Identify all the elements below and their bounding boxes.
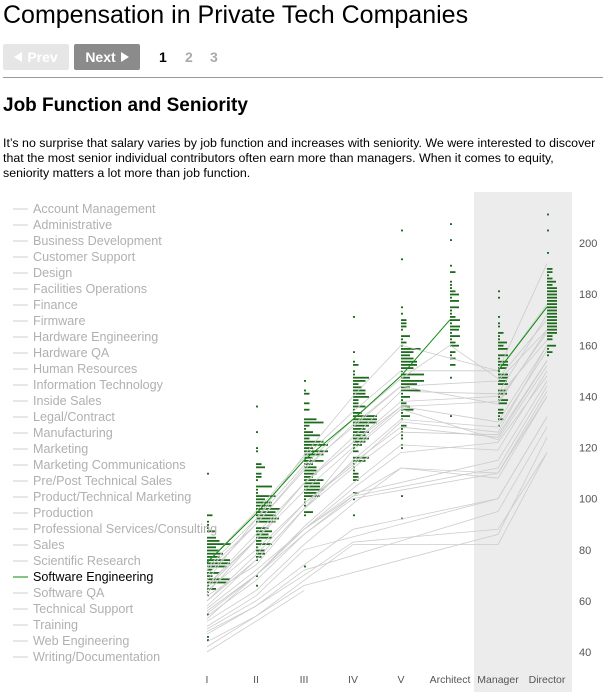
legend-item[interactable]: Scientific Research: [33, 554, 141, 568]
hist-bar-i: [207, 546, 216, 548]
hist-bar-iii: [304, 492, 317, 494]
hist-bar-director: [547, 278, 553, 280]
hist-bar-v: [401, 230, 403, 232]
hist-bar-architect: [450, 287, 452, 289]
hist-bar-ii: [256, 543, 272, 545]
hist-bar-v: [401, 326, 407, 328]
hist-bar-ii: [256, 466, 265, 468]
hist-bar-architect: [450, 310, 452, 312]
hist-bar-iii: [304, 425, 310, 427]
hist-bar-iv: [353, 374, 355, 376]
hist-bar-manager: [498, 297, 500, 299]
hist-bar-ii: [256, 492, 258, 494]
hist-bar-manager: [498, 358, 500, 360]
series-line: [207, 591, 304, 652]
hist-bar-iv: [353, 380, 366, 382]
hist-bar-v: [401, 306, 403, 308]
section-title: Job Function and Seniority: [3, 95, 248, 116]
legend-item[interactable]: Hardware QA: [33, 346, 110, 360]
legend-item[interactable]: Hardware Engineering: [33, 330, 159, 344]
hist-bar-architect: [450, 294, 459, 296]
y-tick-label: 120: [579, 442, 598, 455]
hist-bar-iv: [353, 396, 369, 398]
hist-bar-manager: [498, 322, 500, 324]
hist-bar-manager: [498, 348, 508, 350]
y-tick-label: 60: [579, 595, 592, 608]
hist-bar-iii: [304, 409, 310, 411]
hist-bar-iv: [353, 383, 359, 385]
hist-bar-director: [547, 313, 557, 315]
y-tick-label: 40: [579, 647, 592, 659]
hist-bar-manager: [498, 316, 500, 318]
hist-bar-v: [401, 434, 403, 436]
hist-bar-v: [401, 374, 424, 376]
hist-bar-v: [401, 364, 417, 366]
legend-item[interactable]: Software QA: [33, 586, 105, 600]
legend-item[interactable]: Design: [33, 266, 73, 280]
legend-item[interactable]: Training: [33, 618, 79, 632]
legend-item[interactable]: Inside Sales: [33, 394, 102, 408]
hist-bar-director: [547, 345, 556, 347]
hist-bar-v: [401, 319, 407, 321]
hist-bar-ii: [256, 476, 262, 478]
hist-bar-director: [547, 354, 549, 356]
next-button-label: Next: [85, 49, 116, 65]
x-tick-label: Architect: [429, 674, 471, 686]
hist-bar-i: [207, 543, 231, 545]
legend-item[interactable]: Pre/Post Technical Sales: [33, 474, 173, 488]
hist-bar-architect: [450, 297, 452, 299]
hist-bar-iii: [304, 393, 310, 395]
hist-bar-v: [401, 412, 403, 414]
hist-bar-i: [207, 636, 209, 638]
legend-item[interactable]: Professional Services/Consulting: [33, 522, 218, 536]
x-tick-label: II: [253, 674, 259, 686]
hist-bar-ii: [256, 450, 258, 452]
hist-bar-iii: [304, 498, 306, 500]
hist-bar-architect: [450, 354, 452, 356]
legend-item[interactable]: Facilities Operations: [33, 282, 148, 296]
hist-bar-v: [401, 338, 403, 340]
hist-bar-architect: [450, 377, 452, 379]
hist-bar-director: [547, 290, 557, 292]
page-link-2[interactable]: 2: [185, 49, 193, 65]
hist-bar-manager: [498, 412, 504, 414]
hist-bar-director: [547, 338, 553, 340]
hist-bar-v: [401, 495, 403, 497]
hist-bar-v: [401, 342, 407, 344]
hist-bar-iii: [304, 422, 324, 424]
hist-bar-iii: [304, 486, 320, 488]
hist-bar-ii: [256, 479, 258, 481]
hist-bar-iii: [304, 431, 313, 433]
hist-bar-iv: [353, 370, 355, 372]
hist-bar-director: [547, 326, 557, 328]
hist-bar-v: [401, 329, 403, 331]
hist-bar-architect: [450, 239, 452, 241]
hist-bar-director: [547, 310, 557, 312]
hist-bar-architect: [450, 316, 456, 318]
hist-bar-iv: [353, 514, 355, 516]
hist-bar-iii: [304, 438, 310, 440]
hist-bar-architect: [450, 306, 459, 308]
x-tick-label: I: [205, 674, 209, 686]
hist-bar-director: [547, 214, 549, 216]
x-tick-label: Director: [528, 674, 566, 686]
hist-bar-architect: [450, 329, 459, 331]
hist-bar-iii: [304, 428, 306, 430]
hist-bar-v: [401, 361, 417, 363]
hist-bar-ii: [256, 540, 262, 542]
hist-bar-v: [401, 415, 410, 417]
hist-bar-ii: [256, 406, 258, 408]
legend-item[interactable]: Customer Support: [33, 250, 136, 264]
hist-bar-iii: [304, 402, 310, 404]
hist-bar-director: [547, 348, 549, 350]
legend-item[interactable]: Legal/Contract: [33, 410, 115, 424]
hist-bar-manager: [498, 415, 500, 417]
hist-bar-architect: [450, 338, 452, 340]
y-tick-label: 80: [579, 544, 592, 557]
hist-bar-iii: [304, 447, 313, 449]
hist-bar-iv: [353, 364, 359, 366]
highlight-line-ic: [207, 320, 450, 563]
hist-bar-iii: [304, 380, 306, 382]
hist-bar-ii: [256, 447, 258, 449]
hist-bar-architect: [450, 284, 452, 286]
hist-bar-iv: [353, 428, 366, 430]
divider: [3, 77, 603, 78]
hist-bar-architect: [450, 290, 456, 292]
y-tick-label: 100: [579, 493, 598, 506]
hist-bar-director: [547, 300, 557, 302]
hist-bar-ii: [256, 585, 258, 587]
x-tick-label: III: [299, 674, 309, 686]
legend-item[interactable]: Finance: [33, 298, 78, 312]
next-button[interactable]: [74, 44, 140, 70]
hist-bar-manager: [498, 338, 500, 340]
hist-bar-manager: [498, 326, 500, 328]
hist-bar-iv: [353, 444, 362, 446]
hist-bar-v: [401, 396, 410, 398]
y-tick-label: 140: [579, 391, 598, 404]
hist-bar-ii: [256, 498, 265, 500]
legend-item[interactable]: Marketing Communications: [33, 458, 186, 472]
hist-bar-iv: [353, 473, 359, 475]
hist-bar-ii: [256, 518, 279, 520]
hist-bar-manager: [498, 342, 507, 344]
hist-bar-v: [401, 354, 410, 356]
hist-bar-director: [547, 322, 557, 324]
chevron-left-icon: [14, 52, 22, 62]
hist-bar-director: [547, 351, 553, 353]
hist-bar-iv: [353, 470, 355, 472]
hist-bar-i: [207, 578, 230, 580]
x-tick-label: IV: [348, 674, 358, 686]
hist-bar-architect: [450, 281, 452, 283]
hist-bar-ii: [256, 486, 272, 488]
hist-bar-iii: [304, 514, 306, 516]
hist-bar-director: [547, 230, 549, 232]
hist-bar-director: [547, 329, 557, 331]
y-tick-label: 180: [579, 289, 598, 302]
page-title: Compensation in Private Tech Companies: [3, 1, 469, 29]
hist-bar-architect: [450, 335, 460, 337]
hist-bar-v: [401, 447, 403, 449]
hist-bar-architect: [450, 223, 452, 225]
prev-button-label: Prev: [27, 49, 58, 65]
hist-bar-ii: [256, 431, 258, 433]
legend-item[interactable]: Product/Technical Marketing: [33, 490, 192, 504]
x-tick-label: V: [397, 674, 405, 686]
hist-bar-i: [207, 473, 209, 475]
hist-bar-iv: [353, 399, 359, 401]
hist-bar-v: [401, 383, 417, 385]
hist-bar-v: [401, 335, 410, 337]
legend-item[interactable]: Business Development: [33, 234, 162, 248]
prev-button[interactable]: [3, 44, 69, 70]
hist-bar-director: [547, 294, 557, 296]
hist-bar-ii: [256, 473, 262, 475]
hist-bar-director: [547, 284, 553, 286]
legend-item[interactable]: Writing/Documentation: [33, 650, 161, 664]
hist-bar-iv: [353, 418, 377, 420]
hist-bar-director: [547, 287, 557, 289]
legend-item[interactable]: Web Engineering: [33, 634, 130, 648]
hist-bar-director: [547, 335, 553, 337]
hist-bar-ii: [256, 489, 258, 491]
hist-bar-v: [401, 399, 403, 401]
hist-bar-iii: [304, 470, 317, 472]
hist-bar-iv: [353, 361, 355, 363]
salary-chart: [0, 188, 604, 697]
hist-bar-v: [401, 358, 414, 360]
hist-bar-architect: [450, 319, 460, 321]
hist-bar-architect: [450, 326, 460, 328]
hist-bar-architect: [450, 415, 452, 417]
hist-bar-iv: [353, 316, 355, 318]
hist-bar-ii: [256, 534, 269, 536]
hist-bar-architect: [450, 313, 452, 315]
hist-bar-director: [547, 274, 549, 276]
hist-bar-v: [401, 322, 407, 324]
hist-bar-v: [401, 313, 403, 315]
hist-bar-iv: [353, 402, 359, 404]
hist-bar-i: [207, 540, 220, 542]
hist-bar-architect: [450, 342, 456, 344]
intro-paragraph: It’s no surprise that salary varies by job function and increases with seniority. We were interested to discover that the most senior individual contributors often earn more than managers. When it comes to equity, seniority matters a lot more than job function.: [3, 136, 596, 180]
hist-bar-v: [401, 425, 407, 427]
hist-bar-v: [401, 438, 403, 440]
hist-bar-iii: [304, 444, 328, 446]
hist-bar-architect: [450, 265, 452, 267]
hist-bar-iv: [353, 351, 355, 353]
hist-bar-manager: [498, 335, 500, 337]
y-tick-label: 200: [579, 238, 598, 250]
legend-item[interactable]: Software Engineering: [33, 570, 154, 584]
legend-item[interactable]: Account Management: [33, 202, 156, 216]
hist-bar-architect: [450, 364, 456, 366]
hist-bar-v: [401, 380, 424, 382]
legend-item[interactable]: Sales: [33, 538, 65, 552]
legend-item[interactable]: Information Technology: [33, 378, 163, 392]
hist-bar-manager: [498, 361, 508, 363]
hist-bar-director: [547, 332, 557, 334]
hist-bar-manager: [498, 345, 504, 347]
hist-bar-iii: [304, 390, 306, 392]
page-link-1[interactable]: 1: [159, 49, 167, 65]
chevron-right-icon: [121, 52, 129, 62]
legend-item[interactable]: Marketing: [33, 442, 89, 456]
hist-bar-iv: [353, 450, 359, 452]
hist-bar-architect: [450, 271, 456, 273]
hist-bar-iii: [304, 434, 320, 436]
hist-bar-director: [547, 297, 557, 299]
y-tick-label: 160: [579, 340, 598, 353]
hist-bar-director: [547, 303, 557, 305]
hist-bar-architect: [450, 322, 452, 324]
hist-bar-director: [547, 268, 553, 270]
legend-item[interactable]: Firmware: [33, 314, 86, 328]
hist-bar-architect: [450, 332, 452, 334]
hist-bar-iv: [353, 377, 369, 379]
hist-bar-iii: [304, 511, 313, 513]
hist-bar-i: [207, 514, 213, 516]
hist-bar-director: [547, 281, 556, 283]
hist-bar-v: [401, 428, 403, 430]
legend-item[interactable]: Human Resources: [33, 362, 138, 376]
hist-bar-director: [547, 271, 553, 273]
manager-band: [474, 192, 572, 692]
hist-bar-ii: [256, 463, 262, 465]
hist-bar-director: [547, 306, 557, 308]
legend-item[interactable]: Production: [33, 506, 94, 520]
hist-bar-director: [547, 252, 549, 254]
hist-bar-iv: [353, 476, 359, 478]
hist-bar-manager: [498, 290, 500, 292]
hist-bar-iii: [304, 566, 306, 568]
hist-bar-manager: [498, 383, 508, 385]
hist-bar-v: [401, 393, 403, 395]
hist-bar-manager: [498, 374, 508, 376]
hist-bar-v: [401, 258, 403, 260]
hist-bar-manager: [498, 354, 508, 356]
hist-bar-i: [207, 537, 216, 539]
page-link-3[interactable]: 3: [210, 49, 218, 65]
hist-bar-architect: [450, 351, 456, 353]
hist-bar-director: [547, 316, 557, 318]
hist-bar-architect: [450, 300, 459, 302]
hist-bar-v: [401, 351, 414, 353]
hist-bar-director: [547, 319, 557, 321]
hist-bar-manager: [498, 409, 504, 411]
hist-bar-iii: [304, 418, 317, 420]
x-tick-label: Manager: [477, 674, 519, 686]
legend-item[interactable]: Technical Support: [33, 602, 134, 616]
legend-item[interactable]: Manufacturing: [33, 426, 113, 440]
hist-bar-v: [401, 402, 407, 404]
hist-bar-manager: [498, 332, 504, 334]
legend-item[interactable]: Administrative: [33, 218, 113, 232]
